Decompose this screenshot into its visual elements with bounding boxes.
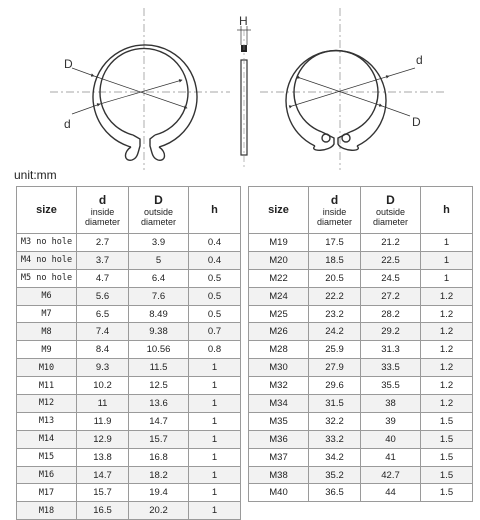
- table-row: [17, 323, 241, 341]
- size-cell: M17: [17, 484, 77, 502]
- size-cell: M13: [17, 412, 77, 430]
- left-ring-dimensions: [72, 68, 187, 114]
- outside-diameter-cell: 14.7: [129, 412, 189, 430]
- thickness-cell: 0.7: [189, 323, 241, 341]
- size-cell: M12: [17, 395, 77, 413]
- table-row: [17, 448, 241, 466]
- outside-diameter-cell: 33.5: [361, 359, 421, 377]
- table-row: [249, 412, 473, 430]
- size-cell: M40: [249, 484, 309, 502]
- outside-diameter-cell: 11.5: [129, 359, 189, 377]
- table-row: [249, 305, 473, 323]
- size-header: size: [249, 187, 309, 234]
- size-cell: M19: [249, 234, 309, 252]
- thickness-cell: 1: [189, 395, 241, 413]
- inside-diameter-cell: 22.2: [309, 287, 361, 305]
- outside-diameter-cell: 6.4: [129, 269, 189, 287]
- outside-diameter-cell: 16.8: [129, 448, 189, 466]
- table-row: [17, 502, 241, 520]
- size-cell: M37: [249, 448, 309, 466]
- table-row: [17, 412, 241, 430]
- thickness-cell: 0.5: [189, 305, 241, 323]
- outside-diameter-cell: 10.56: [129, 341, 189, 359]
- outside-diameter-header: D outside diameter: [129, 187, 189, 234]
- inside-diameter-header: d inside diameter: [77, 187, 129, 234]
- size-cell: M18: [17, 502, 77, 520]
- inside-diameter-cell: 6.5: [77, 305, 129, 323]
- table-row: [17, 430, 241, 448]
- thickness-cell: 1.2: [421, 359, 473, 377]
- inside-diameter-cell: 15.7: [77, 484, 129, 502]
- thickness-cell: 1: [189, 502, 241, 520]
- inside-diameter-cell: 23.2: [309, 305, 361, 323]
- size-cell: M20: [249, 251, 309, 269]
- inside-diameter-cell: 3.7: [77, 251, 129, 269]
- outside-diameter-cell: 20.2: [129, 502, 189, 520]
- table-row: [249, 287, 473, 305]
- inside-diameter-cell: 10.2: [77, 377, 129, 395]
- inside-diameter-cell: 7.4: [77, 323, 129, 341]
- inside-diameter-cell: 32.2: [309, 412, 361, 430]
- left-ring-d-label: d: [64, 117, 71, 131]
- table-row: [17, 377, 241, 395]
- thickness-cell: 1.5: [421, 466, 473, 484]
- table-header-row: [249, 187, 473, 234]
- left-ring: [93, 45, 197, 160]
- table-row: [249, 466, 473, 484]
- size-cell: M4 no hole: [17, 251, 77, 269]
- table-row: [249, 430, 473, 448]
- inside-diameter-cell: 31.5: [309, 395, 361, 413]
- thickness-cell: 0.5: [189, 269, 241, 287]
- inside-diameter-cell: 5.6: [77, 287, 129, 305]
- outside-diameter-header: D outside diameter: [361, 187, 421, 234]
- outside-diameter-cell: 5: [129, 251, 189, 269]
- outside-diameter-cell: 35.5: [361, 377, 421, 395]
- outside-diameter-cell: 38: [361, 395, 421, 413]
- size-cell: M3 no hole: [17, 234, 77, 252]
- outside-diameter-cell: 39: [361, 412, 421, 430]
- right-ring-D-label: D: [412, 115, 421, 129]
- thickness-cell: 1: [189, 359, 241, 377]
- thickness-cell: 1.5: [421, 448, 473, 466]
- thickness-cell: 1: [189, 377, 241, 395]
- thickness-cell: 0.5: [189, 287, 241, 305]
- table-row: [17, 359, 241, 377]
- outside-diameter-cell: 28.2: [361, 305, 421, 323]
- size-cell: M25: [249, 305, 309, 323]
- inside-diameter-cell: 29.6: [309, 377, 361, 395]
- table-row: [249, 341, 473, 359]
- inside-diameter-cell: 12.9: [77, 430, 129, 448]
- inside-diameter-cell: 2.7: [77, 234, 129, 252]
- outside-diameter-cell: 9.38: [129, 323, 189, 341]
- thickness-cell: 1.2: [421, 377, 473, 395]
- table-row: [17, 287, 241, 305]
- inside-diameter-header: d inside diameter: [309, 187, 361, 234]
- table-row: [17, 269, 241, 287]
- table-row: [17, 466, 241, 484]
- thickness-cell: 1.2: [421, 323, 473, 341]
- thickness-cell: 1: [421, 251, 473, 269]
- inside-diameter-cell: 20.5: [309, 269, 361, 287]
- thickness-cell: 1.2: [421, 395, 473, 413]
- outside-diameter-cell: 12.5: [129, 377, 189, 395]
- size-cell: M24: [249, 287, 309, 305]
- table-row: [17, 395, 241, 413]
- inside-diameter-cell: 36.5: [309, 484, 361, 502]
- table-row: [17, 251, 241, 269]
- table-row: [17, 234, 241, 252]
- size-cell: M5 no hole: [17, 269, 77, 287]
- inside-diameter-cell: 16.5: [77, 502, 129, 520]
- table-row: [249, 395, 473, 413]
- outside-diameter-cell: 18.2: [129, 466, 189, 484]
- table-row: [249, 323, 473, 341]
- thickness-header: h: [189, 187, 241, 234]
- thickness-cell: 0.8: [189, 341, 241, 359]
- size-cell: M10: [17, 359, 77, 377]
- outside-diameter-cell: 27.2: [361, 287, 421, 305]
- size-cell: M6: [17, 287, 77, 305]
- table-row: [249, 377, 473, 395]
- left-ring-D-label: D: [64, 57, 73, 71]
- table-header-row: [17, 187, 241, 234]
- outside-diameter-cell: 8.49: [129, 305, 189, 323]
- outside-diameter-cell: 40: [361, 430, 421, 448]
- outside-diameter-cell: 42.7: [361, 466, 421, 484]
- unit-label: unit:mm: [14, 168, 57, 182]
- outside-diameter-cell: 44: [361, 484, 421, 502]
- table-row: [249, 251, 473, 269]
- table-row: [17, 341, 241, 359]
- table-row: [249, 359, 473, 377]
- inside-diameter-cell: 14.7: [77, 466, 129, 484]
- size-cell: M30: [249, 359, 309, 377]
- inside-diameter-cell: 8.4: [77, 341, 129, 359]
- thickness-cell: 1.2: [421, 287, 473, 305]
- size-cell: M36: [249, 430, 309, 448]
- table-row: [249, 269, 473, 287]
- inside-diameter-cell: 35.2: [309, 466, 361, 484]
- thickness-cell: 1: [189, 484, 241, 502]
- thickness-cell: 1: [421, 234, 473, 252]
- spec-table-right: [248, 186, 473, 502]
- outside-diameter-cell: 24.5: [361, 269, 421, 287]
- side-view-H-label: H: [239, 14, 248, 28]
- right-ring: [286, 50, 386, 150]
- thickness-cell: 1.5: [421, 412, 473, 430]
- size-cell: M15: [17, 448, 77, 466]
- size-cell: M9: [17, 341, 77, 359]
- size-cell: M7: [17, 305, 77, 323]
- size-cell: M32: [249, 377, 309, 395]
- thickness-cell: 1: [189, 430, 241, 448]
- outside-diameter-cell: 22.5: [361, 251, 421, 269]
- size-cell: M38: [249, 466, 309, 484]
- outside-diameter-cell: 19.4: [129, 484, 189, 502]
- size-header: size: [17, 187, 77, 234]
- inside-diameter-cell: 9.3: [77, 359, 129, 377]
- inside-diameter-cell: 4.7: [77, 269, 129, 287]
- right-ring-d-label: d: [416, 53, 423, 67]
- inside-diameter-cell: 33.2: [309, 430, 361, 448]
- thickness-header: h: [421, 187, 473, 234]
- thickness-cell: 1: [421, 269, 473, 287]
- thickness-cell: 0.4: [189, 234, 241, 252]
- table-row: [249, 234, 473, 252]
- outside-diameter-cell: 29.2: [361, 323, 421, 341]
- thickness-cell: 1.2: [421, 305, 473, 323]
- outside-diameter-cell: 41: [361, 448, 421, 466]
- thickness-cell: 1: [189, 466, 241, 484]
- size-cell: M16: [17, 466, 77, 484]
- inside-diameter-cell: 34.2: [309, 448, 361, 466]
- thickness-cell: 0.4: [189, 251, 241, 269]
- side-view: [237, 26, 251, 170]
- size-cell: M35: [249, 412, 309, 430]
- inside-diameter-cell: 17.5: [309, 234, 361, 252]
- size-cell: M34: [249, 395, 309, 413]
- size-cell: M26: [249, 323, 309, 341]
- inside-diameter-cell: 11.9: [77, 412, 129, 430]
- inside-diameter-cell: 13.8: [77, 448, 129, 466]
- thickness-cell: 1.2: [421, 341, 473, 359]
- inside-diameter-cell: 11: [77, 395, 129, 413]
- size-cell: M22: [249, 269, 309, 287]
- thickness-cell: 1: [189, 412, 241, 430]
- thickness-cell: 1.5: [421, 484, 473, 502]
- table-row: [17, 305, 241, 323]
- retaining-ring-diagram: [0, 0, 480, 175]
- outside-diameter-cell: 3.9: [129, 234, 189, 252]
- size-cell: M28: [249, 341, 309, 359]
- thickness-cell: 1: [189, 448, 241, 466]
- inside-diameter-cell: 24.2: [309, 323, 361, 341]
- table-row: [17, 484, 241, 502]
- outside-diameter-cell: 13.6: [129, 395, 189, 413]
- table-row: [249, 484, 473, 502]
- size-cell: M11: [17, 377, 77, 395]
- size-cell: M8: [17, 323, 77, 341]
- outside-diameter-cell: 21.2: [361, 234, 421, 252]
- outside-diameter-cell: 31.3: [361, 341, 421, 359]
- outside-diameter-cell: 15.7: [129, 430, 189, 448]
- thickness-cell: 1.5: [421, 430, 473, 448]
- table-row: [249, 448, 473, 466]
- outside-diameter-cell: 7.6: [129, 287, 189, 305]
- inside-diameter-cell: 18.5: [309, 251, 361, 269]
- inside-diameter-cell: 27.9: [309, 359, 361, 377]
- size-cell: M14: [17, 430, 77, 448]
- spec-table-left: [16, 186, 241, 520]
- inside-diameter-cell: 25.9: [309, 341, 361, 359]
